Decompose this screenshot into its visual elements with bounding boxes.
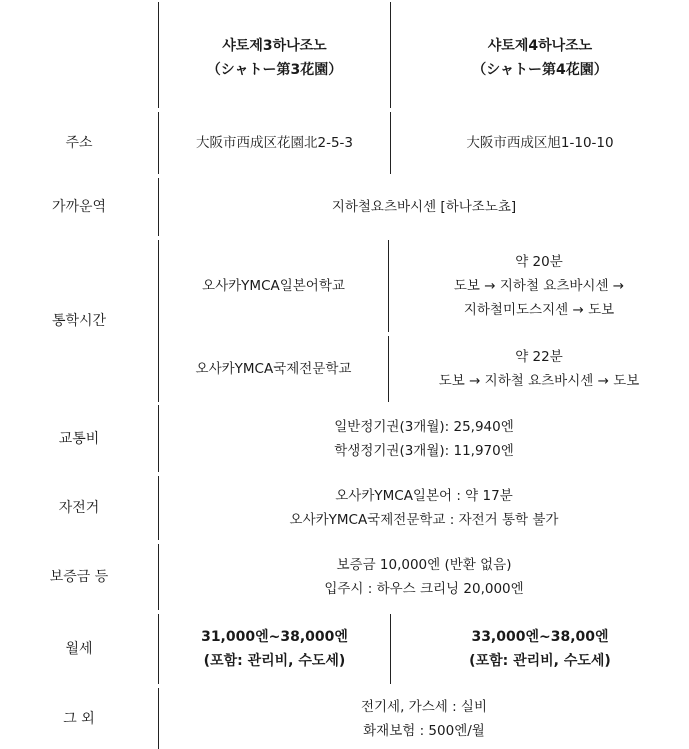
commute-time-1: [389, 246, 689, 326]
commute-school-1: 오사카YMCA일본어학교: [202, 278, 345, 294]
transport-line-2: 학생정기권(3개월): 11,970엔: [334, 442, 514, 459]
rent-col1: [159, 614, 390, 684]
property-name-1: 샤토제3하나조노: [222, 38, 327, 54]
commute-time-1-line-1: 약 20분: [515, 254, 563, 270]
rent-col2: [391, 614, 689, 684]
rent-amount-1: 31,000엔~38,000엔: [201, 629, 348, 645]
property-name-2: 샤토제4하나조노: [487, 38, 593, 54]
rent-note-1: (포함: 관리비, 수도세): [203, 653, 346, 669]
commute-time-2: [389, 336, 689, 402]
commute-time-1-line-3: 지하철미도스지센 → 도보: [463, 302, 615, 318]
bicycle-value: [159, 476, 689, 540]
commute-time-1-line-2: 도보 → 지하철 요츠바시센 →: [453, 278, 625, 294]
bicycle-line-2: 오사카YMCA국제전문학교 : 자전거 통학 불가: [289, 512, 559, 528]
rent-amount-2: 33,000엔~38,00엔: [471, 629, 609, 645]
deposit-value: [159, 544, 689, 610]
station-value: 지하철요츠바시센 [하나조노쵸]: [331, 199, 517, 215]
other-line-2: 화재보험 : 500엔/월: [363, 722, 485, 739]
address-col1: 大阪市西成区花園北2-5-3: [195, 135, 353, 151]
row-label-deposit: 보증금 등: [49, 569, 109, 585]
row-label-transport: 교통비: [58, 430, 100, 447]
row-label-commute: 통학시간: [51, 313, 107, 329]
row-label-address: 주소: [65, 135, 93, 151]
row-label-station: 가까운역: [51, 199, 107, 215]
bicycle-line-1: 오사카YMCA일본어 : 약 17분: [335, 488, 513, 504]
other-line-1: 전기세, 가스세 : 실비: [360, 698, 488, 715]
property-sub-2: （シャトー第4花園）: [472, 62, 608, 78]
row-label-bicycle: 자전거: [58, 500, 100, 516]
row-label-rent: 월세: [65, 641, 93, 657]
transport-line-1: 일반정기권(3개월): 25,940엔: [334, 418, 514, 435]
header-col2: [391, 30, 689, 86]
deposit-line-2: 입주시 : 하우스 크리닝 20,000엔: [324, 581, 524, 597]
rent-note-2: (포함: 관리비, 수도세): [469, 653, 611, 669]
address-col2: 大阪市西成区旭1-10-10: [466, 135, 614, 151]
property-sub-1: （シャトー第3花園）: [206, 62, 343, 78]
commute-time-2-line-1: 약 22분: [515, 349, 563, 365]
deposit-line-1: 보증금 10,000엔 (반환 없음): [336, 557, 512, 573]
commute-time-2-line-2: 도보 → 지하철 요츠바시센 → 도보: [438, 373, 640, 389]
row-label-other: 그 외: [63, 710, 95, 727]
other-value: [159, 688, 689, 749]
transport-value: [159, 405, 689, 472]
commute-school-2: 오사카YMCA국제전문학교: [195, 361, 352, 377]
header-col1: [159, 30, 390, 86]
